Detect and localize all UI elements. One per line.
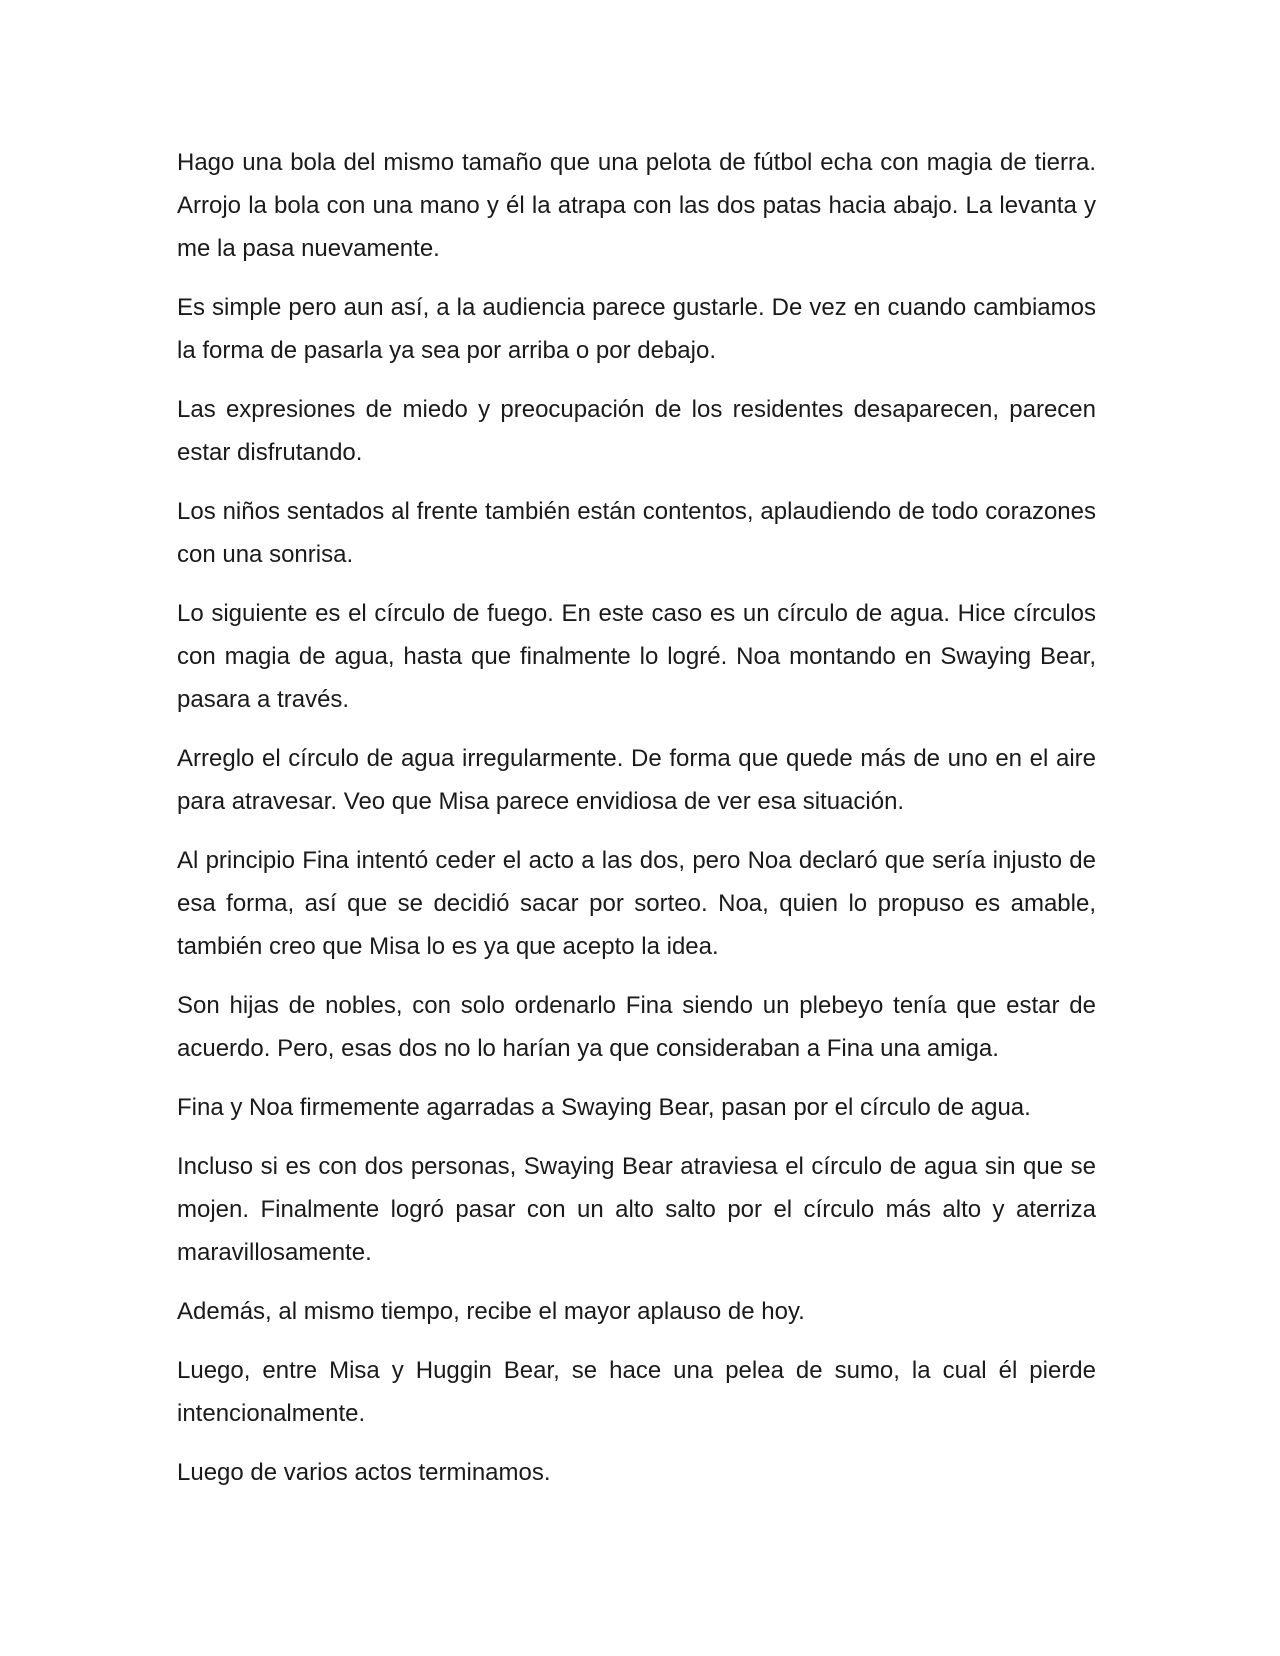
paragraph-5: Lo siguiente es el círculo de fuego. En este caso es un círculo de agua. Hice círculos con magia de agua, hasta que finalmente lo logré. Noa montando en Swaying Bear, pasara a través. bbox=[177, 600, 1096, 713]
paragraph-9: Fina y Noa firmemente agarradas a Swaying Bear, pasan por el círculo de agua. bbox=[177, 1094, 1031, 1121]
paragraph-13: Luego de varios actos terminamos. bbox=[177, 1459, 551, 1486]
document-body bbox=[177, 141, 1096, 1510]
paragraph-10: Incluso si es con dos personas, Swaying Bear atraviesa el círculo de agua sin que se mojen. Finalmente logró pasar con un alto salto por el círculo más alto y aterriza maravillosamente. bbox=[177, 1153, 1096, 1266]
paragraph-1: Hago una bola del mismo tamaño que una pelota de fútbol echa con magia de tierra. Arrojo la bola con una mano y él la atrapa con las dos patas hacia abajo. La levanta y me la pasa nuevamente. bbox=[177, 149, 1096, 262]
paragraph-6: Arreglo el círculo de agua irregularmente. De forma que quede más de uno en el aire para atravesar. Veo que Misa parece envidiosa de ver esa situación. bbox=[177, 745, 1096, 815]
paragraph-11: Además, al mismo tiempo, recibe el mayor aplauso de hoy. bbox=[177, 1298, 805, 1325]
paragraph-4: Los niños sentados al frente también están contentos, aplaudiendo de todo corazones con una sonrisa. bbox=[177, 498, 1096, 568]
paragraph-12: Luego, entre Misa y Huggin Bear, se hace una pelea de sumo, la cual él pierde intencionalmente. bbox=[177, 1357, 1096, 1427]
paragraph-3: Las expresiones de miedo y preocupación de los residentes desaparecen, parecen estar disfrutando. bbox=[177, 396, 1096, 466]
paragraph-7: Al principio Fina intentó ceder el acto a las dos, pero Noa declaró que sería injusto de esa forma, así que se decidió sacar por sorteo. Noa, quien lo propuso es amable, también creo que Misa lo es ya que acepto la idea. bbox=[177, 847, 1096, 960]
paragraph-8: Son hijas de nobles, con solo ordenarlo Fina siendo un plebeyo tenía que estar de acuerdo. Pero, esas dos no lo harían ya que consideraban a Fina una amiga. bbox=[177, 992, 1096, 1062]
paragraph-2: Es simple pero aun así, a la audiencia parece gustarle. De vez en cuando cambiamos la forma de pasarla ya sea por arriba o por debajo. bbox=[177, 294, 1096, 364]
